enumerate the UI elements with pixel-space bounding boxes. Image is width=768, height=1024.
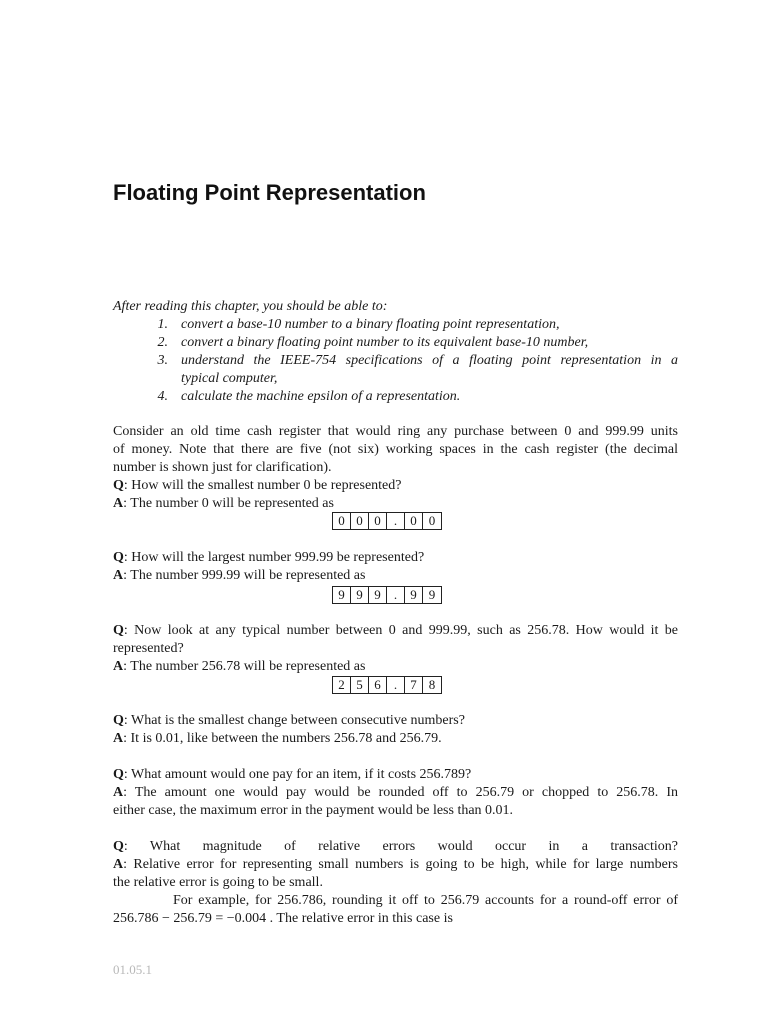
answer-3: A: The number 256.78 will be represented as [113,659,366,674]
objective-number: 2. [157,335,168,350]
objectives-intro: After reading this chapter, you should be able to: [113,299,388,314]
register-decimal: . [387,677,405,693]
objective-text: convert a binary floating point number to its equivalent base-10 number, [181,335,589,350]
register-display-example [332,676,442,694]
answer-5: A: The amount one would pay would be rounded off to 256.79 or chopped to 256.78. In [113,785,678,800]
objective-text: convert a base-10 number to a binary floating point representation, [181,317,560,332]
register-digit: 0 [369,513,387,529]
intro-line: number is shown just for clarification). [113,460,332,475]
register-decimal: . [387,587,405,603]
question-6: Q: What magnitude of relative errors would occur in a transaction? [113,839,678,854]
register-digit: 9 [428,587,436,602]
register-digit: 0 [351,513,369,529]
question-2: Q: How will the largest number 999.99 be represented? [113,550,425,565]
page-number: 01.05.1 [113,962,152,977]
objective-text: understand the IEEE-754 specifications of a floating point representation in a [181,353,678,368]
register-display-max [332,586,442,604]
intro-line: of money. Note that there are five (not six) working spaces in the cash register (the decimal [113,442,678,457]
question-1: Q: How will the smallest number 0 be represented? [113,478,402,493]
answer-6-cont: the relative error is going to be small. [113,875,323,890]
register-digit: 9 [405,587,423,603]
register-digit: 2 [333,677,351,693]
objective-text: calculate the machine epsilon of a representation. [181,389,461,404]
register-digit: 0 [428,513,436,528]
register-digit: 6 [369,677,387,693]
question-4: Q: What is the smallest change between consecutive numbers? [113,713,465,728]
example-equation: 256.786 − 256.79 = −0.004 . The relative error in this case is [113,911,453,926]
answer-5-cont: either case, the maximum error in the payment would be less than 0.01. [113,803,514,818]
register-decimal: . [387,513,405,529]
page-title: Floating Point Representation [113,180,426,205]
objective-text-cont: typical computer, [181,371,278,386]
register-digit: 0 [405,513,423,529]
answer-4: A: It is 0.01, like between the numbers 256.78 and 256.79. [113,731,442,746]
answer-2: A: The number 999.99 will be represented as [113,568,366,583]
register-display-zero [332,512,442,530]
register-digit: 9 [333,587,351,603]
example-line: For example, for 256.786, rounding it off to 256.79 accounts for a round-off error of [173,893,678,908]
objective-number: 1. [157,317,168,332]
register-digit: 8 [428,677,436,692]
objective-number: 4. [157,389,168,404]
register-digit: 7 [405,677,423,693]
answer-6: A: Relative error for representing small numbers is going to be high, while for large numbers [113,857,678,872]
question-3: Q: Now look at any typical number between 0 and 999.99, such as 256.78. How would it be [113,623,678,638]
register-digit: 0 [333,513,351,529]
objective-number: 3. [157,353,168,368]
register-digit: 9 [351,587,369,603]
question-5: Q: What amount would one pay for an item, if it costs 256.789? [113,767,472,782]
intro-line: Consider an old time cash register that would ring any purchase between 0 and 999.99 units [113,424,678,439]
register-digit: 5 [351,677,369,693]
answer-1: A: The number 0 will be represented as [113,496,334,511]
question-3-cont: represented? [113,641,184,656]
register-digit: 9 [369,587,387,603]
